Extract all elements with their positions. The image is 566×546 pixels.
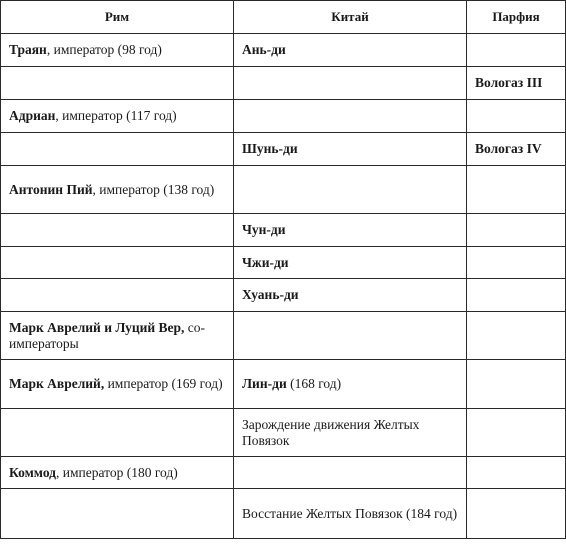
parthia-cell xyxy=(467,214,566,247)
parthia-cell xyxy=(467,279,566,312)
rome-ruler-name: Коммод xyxy=(9,464,57,480)
rome-ruler-note: , император (98 год) xyxy=(46,42,162,57)
rome-ruler-note: , император (138 год) xyxy=(92,181,215,197)
parthia-cell: Вологаз IV xyxy=(467,133,566,166)
rome-ruler-name: Траян xyxy=(9,42,47,57)
rome-ruler-name: Антонин Пий xyxy=(9,181,93,197)
china-ruler-name: Чун-ди xyxy=(242,222,286,237)
table-row xyxy=(1,409,566,457)
parthia-cell xyxy=(467,409,566,457)
china-cell xyxy=(234,133,467,166)
china-cell xyxy=(234,489,467,539)
table-row xyxy=(1,247,566,279)
parthia-cell xyxy=(467,100,566,133)
rome-ruler-name: Марк Аврелий, xyxy=(9,376,105,391)
rome-cell xyxy=(1,34,234,67)
table-row xyxy=(1,360,566,409)
rome-cell xyxy=(1,247,234,279)
china-cell xyxy=(234,67,467,100)
rome-ruler-note: император (169 год) xyxy=(104,376,223,391)
rome-cell xyxy=(1,133,234,166)
header-china: Китай xyxy=(234,1,467,34)
china-cell xyxy=(234,34,467,67)
table-row xyxy=(1,489,566,539)
china-cell xyxy=(234,247,467,279)
rome-cell xyxy=(1,279,234,312)
china-ruler-note: (168 год) xyxy=(286,376,342,391)
header-row xyxy=(1,1,566,34)
table-row xyxy=(1,166,566,214)
china-cell xyxy=(234,279,467,312)
table-row xyxy=(1,214,566,247)
header-rome: Рим xyxy=(1,1,234,34)
rome-ruler-note: , император (180 год) xyxy=(56,464,178,480)
china-cell xyxy=(234,214,467,247)
rome-ruler-name: Адриан xyxy=(9,108,56,123)
parthia-cell xyxy=(467,312,566,360)
china-cell xyxy=(234,312,467,360)
table-row xyxy=(1,133,566,166)
header-parthia: Парфия xyxy=(467,1,566,34)
china-ruler-name: Ань-ди xyxy=(242,42,286,57)
rome-cell xyxy=(1,360,234,409)
rome-cell xyxy=(1,409,234,457)
china-event-note: Зарождение движения Желтых Повязок xyxy=(242,416,420,448)
table-row xyxy=(1,312,566,360)
table-row xyxy=(1,100,566,133)
parthia-cell xyxy=(467,34,566,67)
rome-cell xyxy=(1,166,234,214)
rome-ruler-name: Марк Аврелий и Луций Вер, xyxy=(9,319,185,335)
parthia-cell xyxy=(467,166,566,214)
table-row xyxy=(1,34,566,67)
rome-ruler-note: , император (117 год) xyxy=(55,108,177,123)
rome-cell xyxy=(1,67,234,100)
china-ruler-name: Чжи-ди xyxy=(242,254,289,270)
table-row xyxy=(1,279,566,312)
rome-cell xyxy=(1,489,234,539)
china-cell xyxy=(234,360,467,409)
china-cell xyxy=(234,100,467,133)
rome-cell xyxy=(1,457,234,489)
rome-ruler-note: со-императоры xyxy=(9,319,206,351)
parthia-cell xyxy=(467,247,566,279)
parthia-cell xyxy=(467,360,566,409)
china-event-note: Восстание Желтых Повязок (184 год) xyxy=(242,505,458,521)
china-cell xyxy=(234,457,467,489)
parthia-cell xyxy=(467,457,566,489)
table-row xyxy=(1,457,566,489)
rome-cell xyxy=(1,312,234,360)
china-cell xyxy=(234,166,467,214)
parthia-cell: Вологаз III xyxy=(467,67,566,100)
rome-cell xyxy=(1,214,234,247)
china-ruler-name: Лин-ди xyxy=(242,376,287,391)
china-ruler-name: Шунь-ди xyxy=(242,141,298,156)
rome-cell xyxy=(1,100,234,133)
china-ruler-name: Хуань-ди xyxy=(242,287,299,302)
parthia-cell xyxy=(467,489,566,539)
china-cell xyxy=(234,409,467,457)
table-row xyxy=(1,67,566,100)
